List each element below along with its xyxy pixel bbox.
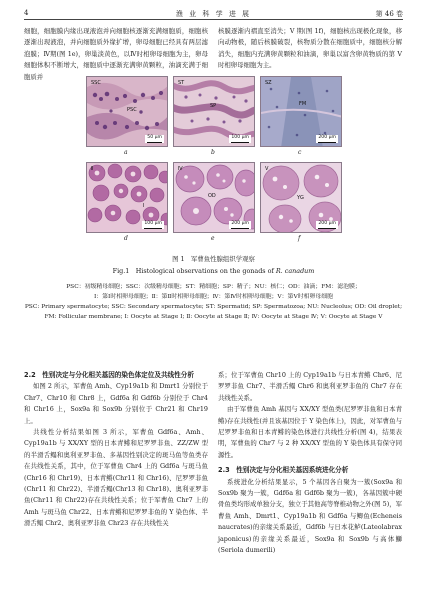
legend-zh-line-2: Ⅰ：第Ⅰ时相卵母细胞；Ⅱ：第Ⅱ时相卵母细胞；Ⅳ：第Ⅳ时相卵母细胞；Ⅴ：第Ⅴ时相卵母细胞 (93, 294, 334, 300)
legend-en-line-1: PSC: Primary spermatocyte; SSC: Secondary spermatocyte; ST: Spermatid; SP: Spermatozoa; NU: Nucleolus; OD: Oil droplet; (24, 304, 403, 310)
journal-title: 渔 业 科 学 进 展 (175, 10, 252, 18)
panel-f-label: f (298, 235, 301, 242)
panel-tag: Ⅴ (265, 166, 269, 172)
scale-bar (316, 135, 338, 143)
panel-tag: Ⅳ (178, 166, 183, 172)
top-right-column (218, 26, 402, 72)
figure-caption-zh: 图 1 军曹鱼性腺组织学观察 (172, 255, 255, 263)
panel-d-label: d (124, 235, 128, 242)
panel-b-image (173, 76, 255, 147)
body-paragraph: 共线性分析结果如图 3 所示，军曹鱼 Gdf6a、Amh、Cyp19a1b 与 XX/XY 型的日本青鳉和尼罗罗非鱼、ZZ/ZW 型的半滑舌鳎和奥利亚罗非鱼、多基因性别决定的斑马鱼等鱼类存在共线性关系，其中，位于军曹鱼 Chr4 上的 Gdf6a 与斑马鱼(Chr16 和 Chr19)、日本青鳉(Chr11 和 Chr16)、尼罗罗非鱼(Chr11 和 Chr22)、半滑舌鳎(Chr13 和 Chr18)、奥利亚罗非鱼(Chr11 和 Chr22)存在共线性关系；位于军曹鱼 Chr7 上的 Amh 与斑马鱼 Chr22、日本青鳉和尼罗罗非鱼的 Y 染色体、半滑舌鳎 Chr2、奥利亚罗非鱼 Chr23 存在共线性关 (24, 428, 208, 528)
bottom-left-column (24, 370, 208, 530)
panel-tag: ST (178, 80, 185, 86)
panel-tag: SZ (265, 80, 272, 86)
header-rule (24, 19, 403, 20)
page-number: 4 (24, 9, 29, 17)
top-left-column (24, 26, 208, 83)
caption-en-text: Fig.1 Histological observations on the gonads of (112, 267, 276, 275)
panel-tag: OD (208, 193, 216, 199)
panel-tag: SSC (91, 80, 101, 86)
panel-a-label: a (124, 149, 128, 156)
scale-label: 200 μm (318, 221, 336, 226)
scale-label: 200 μm (231, 221, 249, 226)
figure-legend (24, 282, 403, 322)
scale-label: 100 μm (231, 135, 249, 140)
bottom-right-column (218, 370, 402, 557)
body-paragraph: 如图 2 所示，军曹鱼 Amh、Cyp19a1b 和 Dmrt1 分别位于 Chr7、Chr10 和 Chr8 上，Gdf6a 和 Gdf6b 分别位于 Chr4 和 Chr16 上，Sox9a 和 Sox9b 分别位于 Chr21 和 Chr19 上。 (24, 382, 208, 425)
panel-f-image (260, 162, 342, 233)
panel-c-label: c (298, 149, 302, 156)
panel-e-label: e (211, 235, 215, 242)
panel-tag: SP (210, 103, 217, 109)
panel-tag: YG (297, 195, 304, 201)
panel-tag: FM (299, 101, 307, 107)
panel-a-image (86, 76, 168, 147)
section-heading-2-2: 2.2 性别决定与分化相关基因的染色体定位及共线性分析 (24, 371, 194, 379)
body-paragraph: 由于军曹鱼 Amh 基因与 XX/XY 型鱼类(尼罗罗非鱼和日本青鳉)存在共线性(并且该基因位于 Y 染色体上)，因此，对军曹鱼与尼罗罗非鱼和日本青鳉的染色体进行共线性分析(图 4)，结果表明，军曹鱼的 Chr7 与 2 种 XX/XY 型鱼的 Y 染色体具有保守同源性。 (218, 405, 402, 459)
panel-e-image (173, 162, 255, 233)
scale-bar (316, 221, 338, 229)
panel-c-image (260, 76, 342, 147)
legend-en-line-2: FM: Follicular membrane; Ⅰ: Oocyte at Stage Ⅰ; Ⅱ: Oocyte at Stage Ⅱ; Ⅳ: Oocyte at Stage Ⅳ; Ⅴ: Oocyte at Stage Ⅴ (44, 314, 383, 320)
scale-label: 50 μm (147, 135, 162, 140)
scale-label: 100 μm (144, 221, 162, 226)
scale-bar (229, 135, 251, 143)
panel-b-label: b (211, 149, 215, 156)
scale-bar (229, 221, 251, 229)
section-heading-2-3: 2.3 性别决定与分化相关基因系统进化分析 (218, 466, 349, 475)
panel-tag: PSC (127, 107, 137, 113)
body-paragraph: 细胞，细胞膜内缘出现液泡并向细胞核逐渐充满细胞质，细胞核逐渐出现液泡，并向细胞质外缘扩增，卵母细胞已经具有两层滤泡膜；Ⅳ期(图 1e)，卵巢淡黄色，以Ⅳ时相卵母细胞为主，卵母细胞体积不断增大，细胞质中逐渐充满卵黄颗粒，油滴充满于细胞质并 (24, 27, 208, 81)
scale-bar (145, 135, 164, 143)
body-paragraph: 系；位于军曹鱼 Chr10 上的 Cyp19a1b 与日本青鳉 Chr6、尼罗罗非鱼 Chr7、半滑舌鳎 Chr6 和奥利亚罗非鱼的 Chr7 存在共线性关系。 (218, 371, 402, 402)
panel-tag: Ⅰ (143, 203, 145, 209)
scale-label: 200 μm (318, 135, 336, 140)
panel-tag: Ⅱ (91, 166, 94, 172)
scale-bar (142, 221, 164, 229)
caption-species: R. canadum (275, 267, 315, 275)
volume-label: 第 46 卷 (375, 10, 403, 18)
running-header (24, 7, 403, 19)
body-paragraph: 系统进化分析结果显示，5 个基因各自聚为一簇(Sox9a 和 Sox9b 聚为一簇，Gdf6a 和 Gdf6b 聚为一簇)，各基因簇中硬骨鱼类均形成单独分支，独立于其他高等脊椎动物之外(图 5)，军曹鱼 Amh、Dmrt1、Cyp19a1b 和 Gdf6a 与鲫鱼(Echeneis naucrates)的亲缘关系最近，Gdf6b 与日本花鲈(Lateolabrax japonicus)的亲缘关系最近，Sox9a 和 Sox9b 与高体鰤(Seriola dumerili) (218, 477, 402, 555)
legend-zh-line-1: PSC：初级精母细胞；SSC：次级精母细胞；ST：精细胞；SP：精子；NU：核仁；OD：油滴；FM：滤泡膜； (66, 284, 361, 290)
panel-d-image (86, 162, 168, 233)
figure-caption-en (24, 266, 403, 275)
body-paragraph: 核膜逐渐内褶直至消失；V 期(图 1f)，细胞核出现极化现象，移向动物极，随后核膜破裂，核物质分散在细胞质中，细胞核分解消失，细胞内充满卵黄颗粒和油滴，卵巢以富含卵黄物质的第 V 时相卵母细胞为主。 (218, 27, 402, 70)
